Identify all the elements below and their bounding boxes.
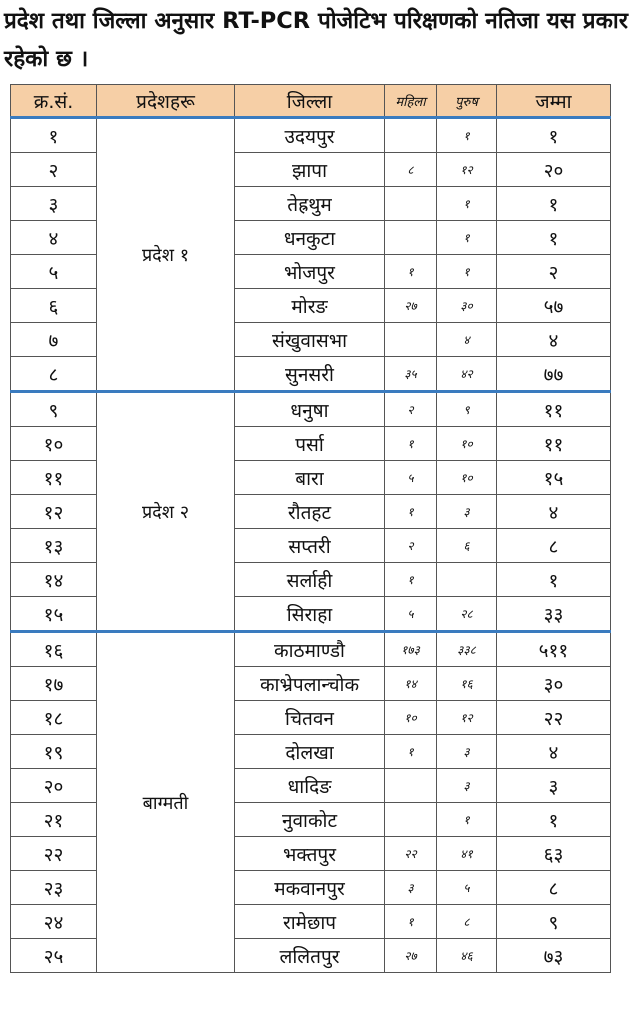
- cell-total: ११: [497, 427, 611, 461]
- cell-female: [385, 187, 437, 221]
- cell-male: १: [437, 803, 497, 837]
- cell-sn: ९: [11, 392, 97, 427]
- cell-total: १: [497, 563, 611, 597]
- cell-male: १: [437, 118, 497, 153]
- cell-female: २: [385, 392, 437, 427]
- header-female: महिला: [385, 85, 437, 118]
- cell-female: ८: [385, 153, 437, 187]
- cell-total: ११: [497, 392, 611, 427]
- cell-total: ८: [497, 529, 611, 563]
- header-province: प्रदेशहरू: [97, 85, 235, 118]
- cell-district: नुवाकोट: [235, 803, 385, 837]
- cell-total: ४: [497, 495, 611, 529]
- table-row: [11, 392, 611, 427]
- cell-district: सप्तरी: [235, 529, 385, 563]
- cell-female: [385, 323, 437, 357]
- cell-total: १: [497, 118, 611, 153]
- cell-total: ९: [497, 905, 611, 939]
- header-male: पुरुष: [437, 85, 497, 118]
- cell-male: ९: [437, 392, 497, 427]
- cell-district: ललितपुर: [235, 939, 385, 973]
- cell-sn: ५: [11, 255, 97, 289]
- cell-total: ६३: [497, 837, 611, 871]
- cell-district: दोलखा: [235, 735, 385, 769]
- table-header-row: [11, 85, 611, 118]
- cell-sn: ८: [11, 357, 97, 392]
- cell-district: भक्तपुर: [235, 837, 385, 871]
- cell-total: ५७: [497, 289, 611, 323]
- cell-sn: २४: [11, 905, 97, 939]
- cell-district: संखुवासभा: [235, 323, 385, 357]
- cell-male: ६: [437, 529, 497, 563]
- cell-female: [385, 118, 437, 153]
- cell-female: १०: [385, 701, 437, 735]
- cell-district: तेह्रथुम: [235, 187, 385, 221]
- cell-total: ३: [497, 769, 611, 803]
- cell-sn: १: [11, 118, 97, 153]
- cell-female: [385, 803, 437, 837]
- cell-sn: १३: [11, 529, 97, 563]
- cell-male: ४२: [437, 357, 497, 392]
- cell-sn: २१: [11, 803, 97, 837]
- cell-female: २२: [385, 837, 437, 871]
- cell-female: १: [385, 563, 437, 597]
- cell-male: ८: [437, 905, 497, 939]
- cell-district: बारा: [235, 461, 385, 495]
- cell-district: सुनसरी: [235, 357, 385, 392]
- cell-female: १: [385, 427, 437, 461]
- cell-male: १२: [437, 701, 497, 735]
- cell-total: १: [497, 803, 611, 837]
- cell-male: १२: [437, 153, 497, 187]
- cell-sn: ७: [11, 323, 97, 357]
- cell-female: १: [385, 905, 437, 939]
- cell-sn: ३: [11, 187, 97, 221]
- cell-sn: १९: [11, 735, 97, 769]
- cell-district: धनुषा: [235, 392, 385, 427]
- cell-total: १५: [497, 461, 611, 495]
- cell-male: ४१: [437, 837, 497, 871]
- cell-male: १: [437, 221, 497, 255]
- cell-female: १७३: [385, 632, 437, 667]
- cell-female: [385, 221, 437, 255]
- table-row: [11, 632, 611, 667]
- cell-district: उदयपुर: [235, 118, 385, 153]
- cell-total: ४: [497, 735, 611, 769]
- cell-total: ३३: [497, 597, 611, 632]
- cell-male: ३: [437, 735, 497, 769]
- cell-district: मकवानपुर: [235, 871, 385, 905]
- cell-male: २८: [437, 597, 497, 632]
- cell-female: २: [385, 529, 437, 563]
- cell-female: २७: [385, 289, 437, 323]
- cell-sn: २३: [11, 871, 97, 905]
- cell-total: ५११: [497, 632, 611, 667]
- cell-sn: २२: [11, 837, 97, 871]
- cell-province: प्रदेश १: [97, 118, 235, 392]
- cell-male: १: [437, 255, 497, 289]
- cell-district: धादिङ: [235, 769, 385, 803]
- cell-province: प्रदेश २: [97, 392, 235, 632]
- cell-female: [385, 769, 437, 803]
- cell-sn: १७: [11, 667, 97, 701]
- cell-total: ८: [497, 871, 611, 905]
- cell-district: झापा: [235, 153, 385, 187]
- cell-sn: १६: [11, 632, 97, 667]
- cell-sn: ६: [11, 289, 97, 323]
- cell-female: १: [385, 735, 437, 769]
- cell-district: पर्सा: [235, 427, 385, 461]
- header-sn: क्र.सं.: [11, 85, 97, 118]
- cell-total: ७७: [497, 357, 611, 392]
- cell-male: १०: [437, 461, 497, 495]
- cell-male: ४६: [437, 939, 497, 973]
- document-title: प्रदेश तथा जिल्ला अनुसार RT-PCR पोजेटिभ परिक्षणको नतिजा यस प्रकार रहेको छ ।: [4, 8, 628, 72]
- cell-male: ३: [437, 495, 497, 529]
- cell-total: २: [497, 255, 611, 289]
- cell-female: ५: [385, 597, 437, 632]
- cell-sn: ११: [11, 461, 97, 495]
- table-row: [11, 118, 611, 153]
- cell-female: १: [385, 255, 437, 289]
- cell-female: ३: [385, 871, 437, 905]
- cell-female: ५: [385, 461, 437, 495]
- header-total: जम्मा: [497, 85, 611, 118]
- header-district: जिल्ला: [235, 85, 385, 118]
- cell-male: ५: [437, 871, 497, 905]
- cell-district: काठमाण्डौ: [235, 632, 385, 667]
- cell-total: ३०: [497, 667, 611, 701]
- cell-total: ४: [497, 323, 611, 357]
- cell-sn: १२: [11, 495, 97, 529]
- cell-male: १०: [437, 427, 497, 461]
- cell-female: १४: [385, 667, 437, 701]
- cell-district: सिराहा: [235, 597, 385, 632]
- cell-male: ३३८: [437, 632, 497, 667]
- cell-female: ३५: [385, 357, 437, 392]
- cell-male: ३०: [437, 289, 497, 323]
- cell-district: रौतहट: [235, 495, 385, 529]
- cell-male: ३: [437, 769, 497, 803]
- cell-female: २७: [385, 939, 437, 973]
- cell-male: १: [437, 187, 497, 221]
- cell-male: १६: [437, 667, 497, 701]
- cell-sn: १५: [11, 597, 97, 632]
- cell-sn: २०: [11, 769, 97, 803]
- cell-sn: १४: [11, 563, 97, 597]
- cell-district: भोजपुर: [235, 255, 385, 289]
- cell-total: २२: [497, 701, 611, 735]
- cell-sn: ४: [11, 221, 97, 255]
- table-body: [11, 118, 611, 973]
- cell-male: ४: [437, 323, 497, 357]
- cell-district: चितवन: [235, 701, 385, 735]
- cell-sn: २: [11, 153, 97, 187]
- cell-male: [437, 563, 497, 597]
- cell-sn: २५: [11, 939, 97, 973]
- cell-female: १: [385, 495, 437, 529]
- cell-province: बाग्मती: [97, 632, 235, 973]
- cell-total: १: [497, 187, 611, 221]
- cell-sn: १८: [11, 701, 97, 735]
- cell-total: २०: [497, 153, 611, 187]
- cell-total: १: [497, 221, 611, 255]
- results-table: [10, 84, 611, 973]
- cell-total: ७३: [497, 939, 611, 973]
- cell-district: धनकुटा: [235, 221, 385, 255]
- cell-district: रामेछाप: [235, 905, 385, 939]
- cell-district: सर्लाही: [235, 563, 385, 597]
- cell-sn: १०: [11, 427, 97, 461]
- cell-district: मोरङ: [235, 289, 385, 323]
- cell-district: काभ्रेपलान्चोक: [235, 667, 385, 701]
